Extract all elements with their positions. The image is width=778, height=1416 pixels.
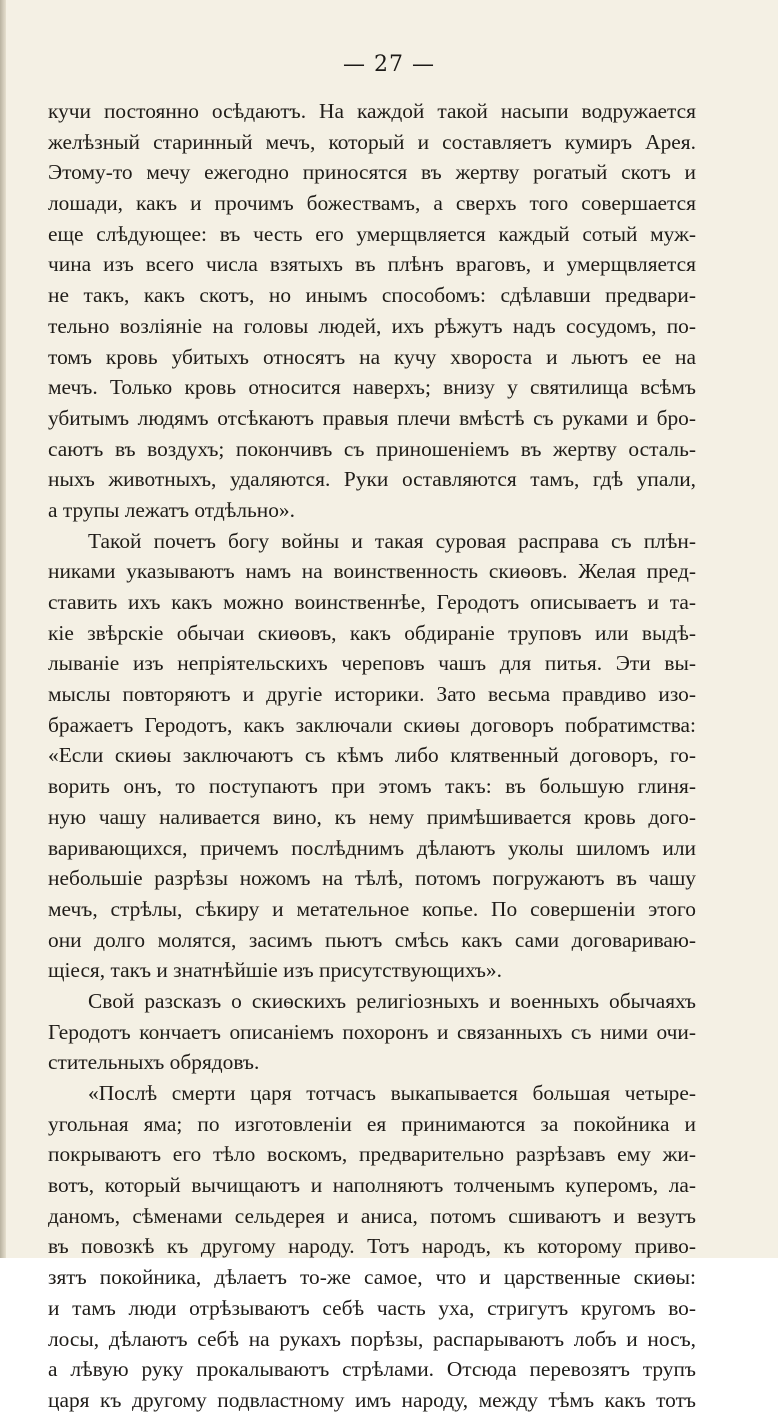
- text-line: тельно возліяніе на головы людей, ихъ рѣжутъ надъ сосудомъ, по-: [48, 313, 696, 338]
- text-line: ныхъ животныхъ, удаляются. Руки оставляются тамъ, гдѣ упали,: [48, 467, 696, 492]
- text-line: чина изъ всего числа взятыхъ въ плѣнъ враговъ, и умерщвляется: [48, 252, 696, 277]
- text-line: стительныхъ обрядовъ.: [48, 1050, 260, 1075]
- text-line: и тамъ люди отрѣзываютъ себѣ часть уха, стригутъ кругомъ во-: [48, 1295, 696, 1320]
- text-line: «Если скиѳы заключаютъ съ кѣмъ либо клятвенный договоръ, го-: [48, 743, 696, 768]
- text-line: они долго молятся, засимъ пьютъ смѣсь какъ сами договариваю-: [48, 927, 696, 952]
- text-line: убитымъ людямъ отсѣкаютъ правыя плечи вмѣстѣ съ руками и бро-: [48, 405, 696, 430]
- text-line: лошади, какъ и прочимъ божествамъ, а сверхъ того совершается: [48, 191, 696, 216]
- text-line: Такой почетъ богу войны и такая суровая расправа съ плѣн-: [88, 528, 696, 553]
- text-line: ставить ихъ какъ можно воинственнѣе, Геродотъ описываетъ и та-: [48, 590, 696, 614]
- page-number: — 27 —: [343, 52, 435, 77]
- text-line: а лѣвую руку прокалываютъ стрѣлами. Отсюда перевозятъ трупъ: [48, 1357, 696, 1382]
- text-line: «Послѣ смерти царя тотчасъ выкапывается большая четыре-: [88, 1081, 696, 1105]
- text-line: царя къ другому подвластному имъ народу, между тѣмъ какъ тотъ: [48, 1387, 696, 1412]
- text-line: даномъ, сѣменами сельдерея и аниса, потомъ сшиваютъ и везутъ: [48, 1203, 696, 1228]
- page-edge-shadow: [0, 0, 6, 1258]
- text-line: кучи постоянно осѣдаютъ. На каждой такой насыпи водружается: [48, 99, 696, 123]
- text-line: бражаетъ Геродотъ, какъ заключали скиѳы договоръ побратимства:: [48, 712, 696, 737]
- text-line: кіе звѣрскіе обычаи скиѳовъ, какъ обдираніе труповъ или выдѣ-: [48, 620, 696, 645]
- text-line: а трупы лежатъ отдѣльно».: [48, 497, 295, 522]
- text-line: въ повозкѣ къ другому народу. Тотъ народъ, къ которому приво-: [48, 1234, 696, 1259]
- text-line: небольшіе разрѣзы ножомъ на тѣлѣ, потомъ погружаютъ въ чашу: [48, 866, 696, 891]
- body-text: [48, 96, 696, 1416]
- text-line: зятъ покойника, дѣлаетъ то-же самое, что и царственные скиѳы:: [48, 1265, 696, 1290]
- text-line: еще слѣдующее: въ честь его умерщвляется каждый сотый муж-: [48, 221, 696, 246]
- text-line: покрываютъ его тѣло воскомъ, предварительно разрѣзавъ ему жи-: [48, 1142, 696, 1167]
- text-line: мечъ, стрѣлы, сѣкиру и метательное копье. По совершеніи этого: [48, 896, 696, 921]
- text-line: никами указываютъ намъ на воинственность скиѳовъ. Желая пред-: [48, 559, 696, 584]
- text-line: ворить онъ, то поступаютъ при этомъ такъ: въ большую глиня-: [48, 774, 696, 799]
- text-line: Свой разсказъ о скиѳскихъ религіозныхъ и военныхъ обычаяхъ: [88, 988, 696, 1013]
- text-line: вотъ, который вычищаютъ и наполняютъ толченымъ куперомъ, ла-: [48, 1173, 696, 1198]
- text-line: желѣзный старинный мечъ, который и составляетъ кумиръ Арея.: [48, 129, 696, 154]
- text-line: щіеся, такъ и знатнѣйшіе изъ присутствующихъ».: [48, 958, 502, 983]
- text-line: варивающихся, причемъ послѣднимъ дѣлаютъ уколы шиломъ или: [48, 835, 696, 860]
- text-line: мыслы повторяютъ и другіе историки. Зато весьма правдиво изо-: [48, 682, 696, 707]
- text-line: Этому-то мечу ежегодно приносятся въ жертву рогатый скотъ и: [48, 160, 696, 185]
- text-line: ную чашу наливается вино, къ нему примѣшивается кровь дого-: [48, 804, 696, 829]
- text-line: лываніе изъ непріятельскихъ череповъ чашъ для питья. Эти вы-: [48, 651, 696, 676]
- text-line: мечъ. Только кровь относится наверхъ; внизу у святилища всѣмъ: [48, 375, 696, 400]
- text-line: лосы, дѣлаютъ себѣ на рукахъ порѣзы, распарываютъ лобъ и носъ,: [48, 1326, 696, 1351]
- text-line: угольная яма; по изготовленіи ея принимаются за покойника и: [48, 1111, 696, 1136]
- text-line: не такъ, какъ скотъ, но инымъ способомъ: сдѣлавши предвари-: [48, 283, 696, 308]
- text-line: томъ кровь убитыхъ относятъ на кучу хвороста и льютъ ее на: [48, 344, 696, 369]
- text-line: саютъ въ воздухъ; покончивъ съ приношеніемъ въ жертву осталь-: [48, 436, 696, 461]
- text-line: Геродотъ кончаетъ описаніемъ похоронъ и связанныхъ съ ними очи-: [48, 1019, 696, 1044]
